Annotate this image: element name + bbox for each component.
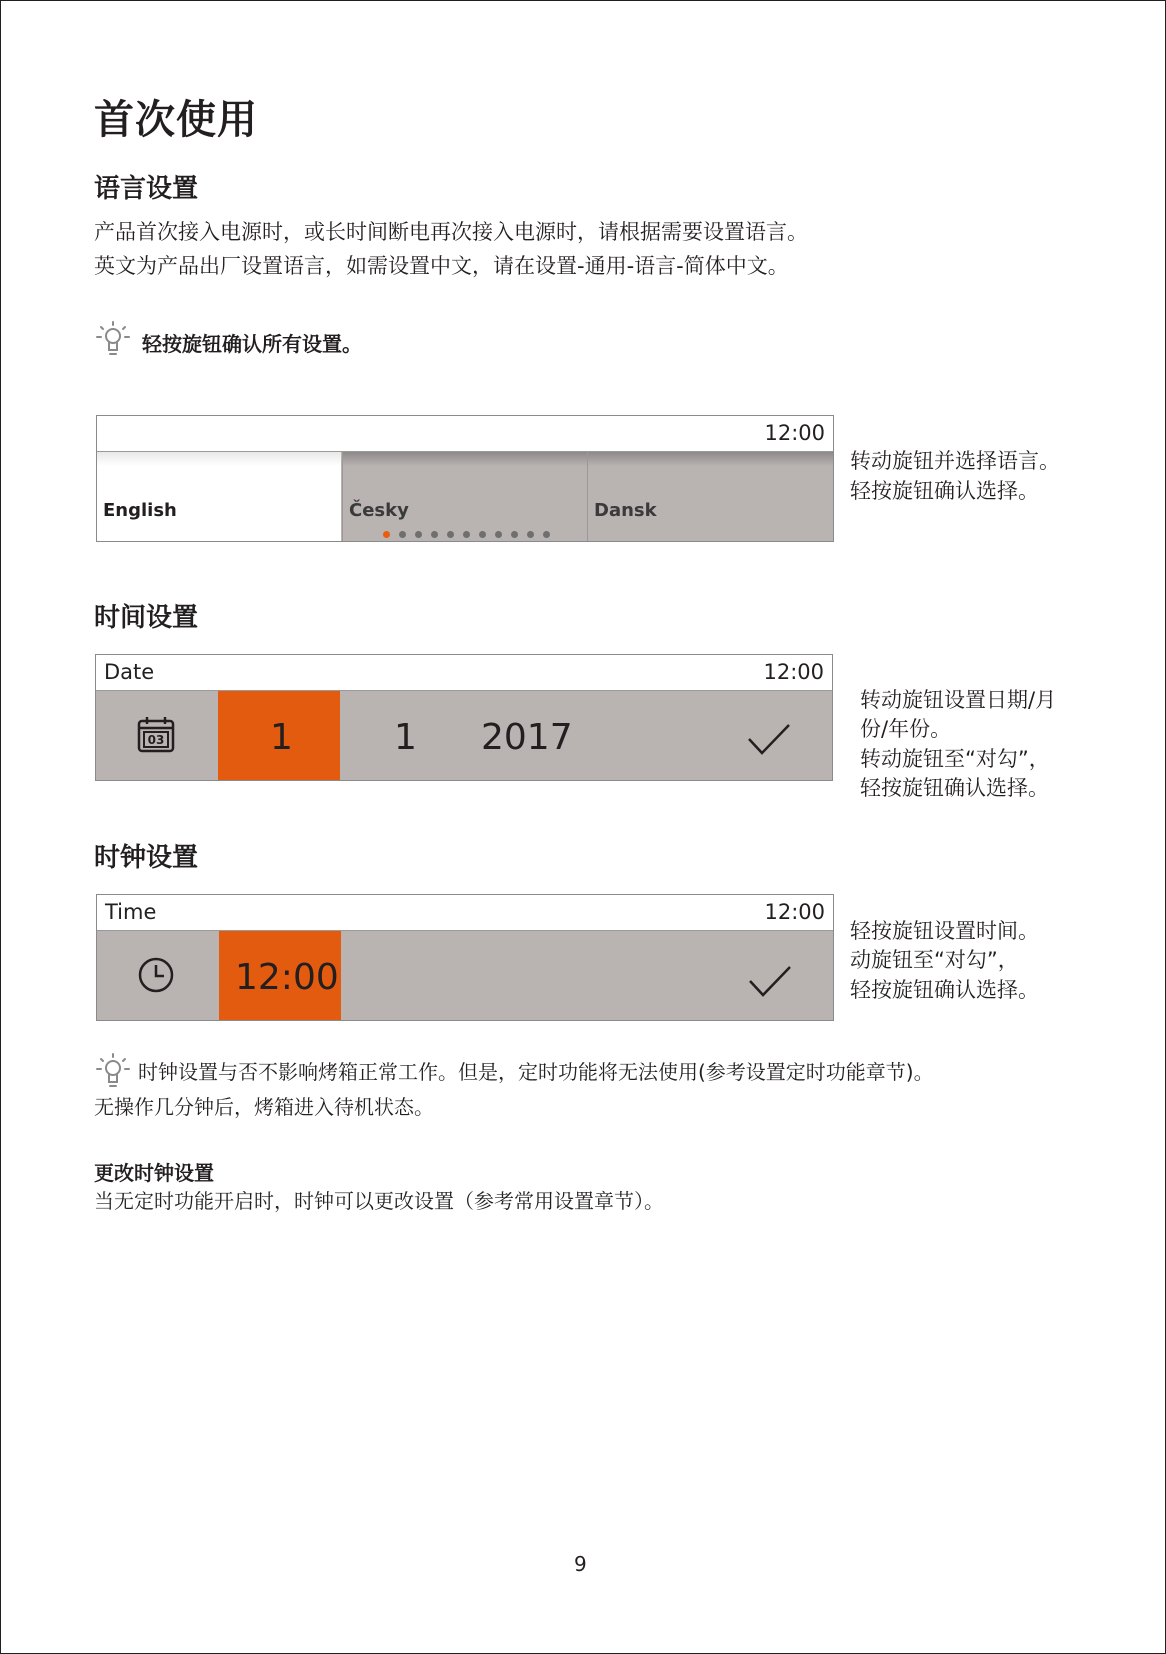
screen-clock: 12:00 xyxy=(764,900,825,924)
page-dot xyxy=(543,531,550,538)
clock-icon xyxy=(137,956,175,994)
date-heading: 时间设置 xyxy=(94,603,199,633)
page-dot xyxy=(527,531,534,538)
language-paragraph-line1: 产品首次接入电源时，或长时间断电再次接入电源时，请根据需要设置语言。 xyxy=(94,220,808,244)
page-indicator-dots xyxy=(383,531,550,538)
day-value: 1 xyxy=(270,717,293,758)
clock-heading: 时钟设置 xyxy=(94,843,199,873)
time-screen xyxy=(96,894,834,1021)
page-dot xyxy=(415,531,422,538)
time-picker[interactable] xyxy=(97,931,833,1020)
language-option-label: Česky xyxy=(349,500,409,521)
screen-label: Date xyxy=(104,660,155,684)
change-clock-heading: 更改时钟设置 xyxy=(94,1161,214,1185)
screen-topbar xyxy=(97,895,833,931)
page-dot xyxy=(447,531,454,538)
note-line2: 无操作几分钟后，烤箱进入待机状态。 xyxy=(94,1095,434,1119)
screen-topbar xyxy=(97,416,833,452)
language-option-dansk[interactable] xyxy=(587,452,834,541)
lightbulb-icon xyxy=(94,320,134,358)
date-caption-line1: 转动旋钮设置日期/月 xyxy=(860,688,1057,712)
change-clock-text: 当无定时功能开启时，时钟可以更改设置（参考常用设置章节）。 xyxy=(94,1189,664,1213)
language-option-cesky[interactable] xyxy=(342,452,587,541)
checkmark-icon[interactable] xyxy=(746,721,792,757)
page-dot-active xyxy=(383,531,390,538)
calendar-icon-text: 03 xyxy=(147,733,165,747)
page-dot xyxy=(431,531,438,538)
language-heading: 语言设置 xyxy=(94,174,199,204)
page-title: 首次使用 xyxy=(94,97,258,143)
day-field-selected[interactable] xyxy=(218,691,340,780)
language-screen xyxy=(96,415,834,542)
language-paragraph-line2: 英文为产品出厂设置语言，如需设置中文，请在设置-通用-语言-简体中文。 xyxy=(94,254,789,278)
year-value[interactable]: 2017 xyxy=(481,717,573,758)
language-carousel[interactable] xyxy=(97,452,833,541)
clock-caption-line2: 动旋钮至“对勾”， xyxy=(850,948,1019,972)
date-caption-line4: 轻按旋钮确认选择。 xyxy=(860,776,1049,800)
page-dot xyxy=(463,531,470,538)
screen-clock: 12:00 xyxy=(764,421,825,445)
language-option-label: English xyxy=(103,500,177,521)
page-dot xyxy=(511,531,518,538)
page-dot xyxy=(399,531,406,538)
page-dot xyxy=(479,531,486,538)
language-caption-line2: 轻按旋钮确认选择。 xyxy=(850,479,1039,503)
lightbulb-icon xyxy=(94,1052,134,1090)
screen-clock: 12:00 xyxy=(763,660,824,684)
language-option-label: Dansk xyxy=(594,500,657,521)
clock-caption-line3: 轻按旋钮确认选择。 xyxy=(850,978,1039,1002)
tip-text: 轻按旋钮确认所有设置。 xyxy=(142,332,362,356)
screen-topbar xyxy=(96,655,832,691)
date-caption-line2: 份/年份。 xyxy=(860,717,952,741)
page-number: 9 xyxy=(574,1552,587,1576)
date-picker[interactable] xyxy=(96,691,832,780)
checkmark-icon[interactable] xyxy=(747,963,793,999)
date-screen xyxy=(95,654,833,781)
calendar-icon xyxy=(136,715,176,755)
clock-caption-line1: 轻按旋钮设置时间。 xyxy=(850,919,1039,943)
note-line1: 时钟设置与否不影响烤箱正常工作。但是，定时功能将无法使用(参考设置定时功能章节)。 xyxy=(138,1060,934,1084)
language-caption-line1: 转动旋钮并选择语言。 xyxy=(850,449,1060,473)
screen-label: Time xyxy=(105,900,157,924)
page-dot xyxy=(495,531,502,538)
time-field-selected[interactable] xyxy=(219,931,341,1020)
language-option-english[interactable] xyxy=(97,452,341,541)
month-value[interactable]: 1 xyxy=(394,717,417,758)
time-value: 12:00 xyxy=(235,957,339,998)
date-caption-line3: 转动旋钮至“对勾”， xyxy=(860,747,1050,771)
